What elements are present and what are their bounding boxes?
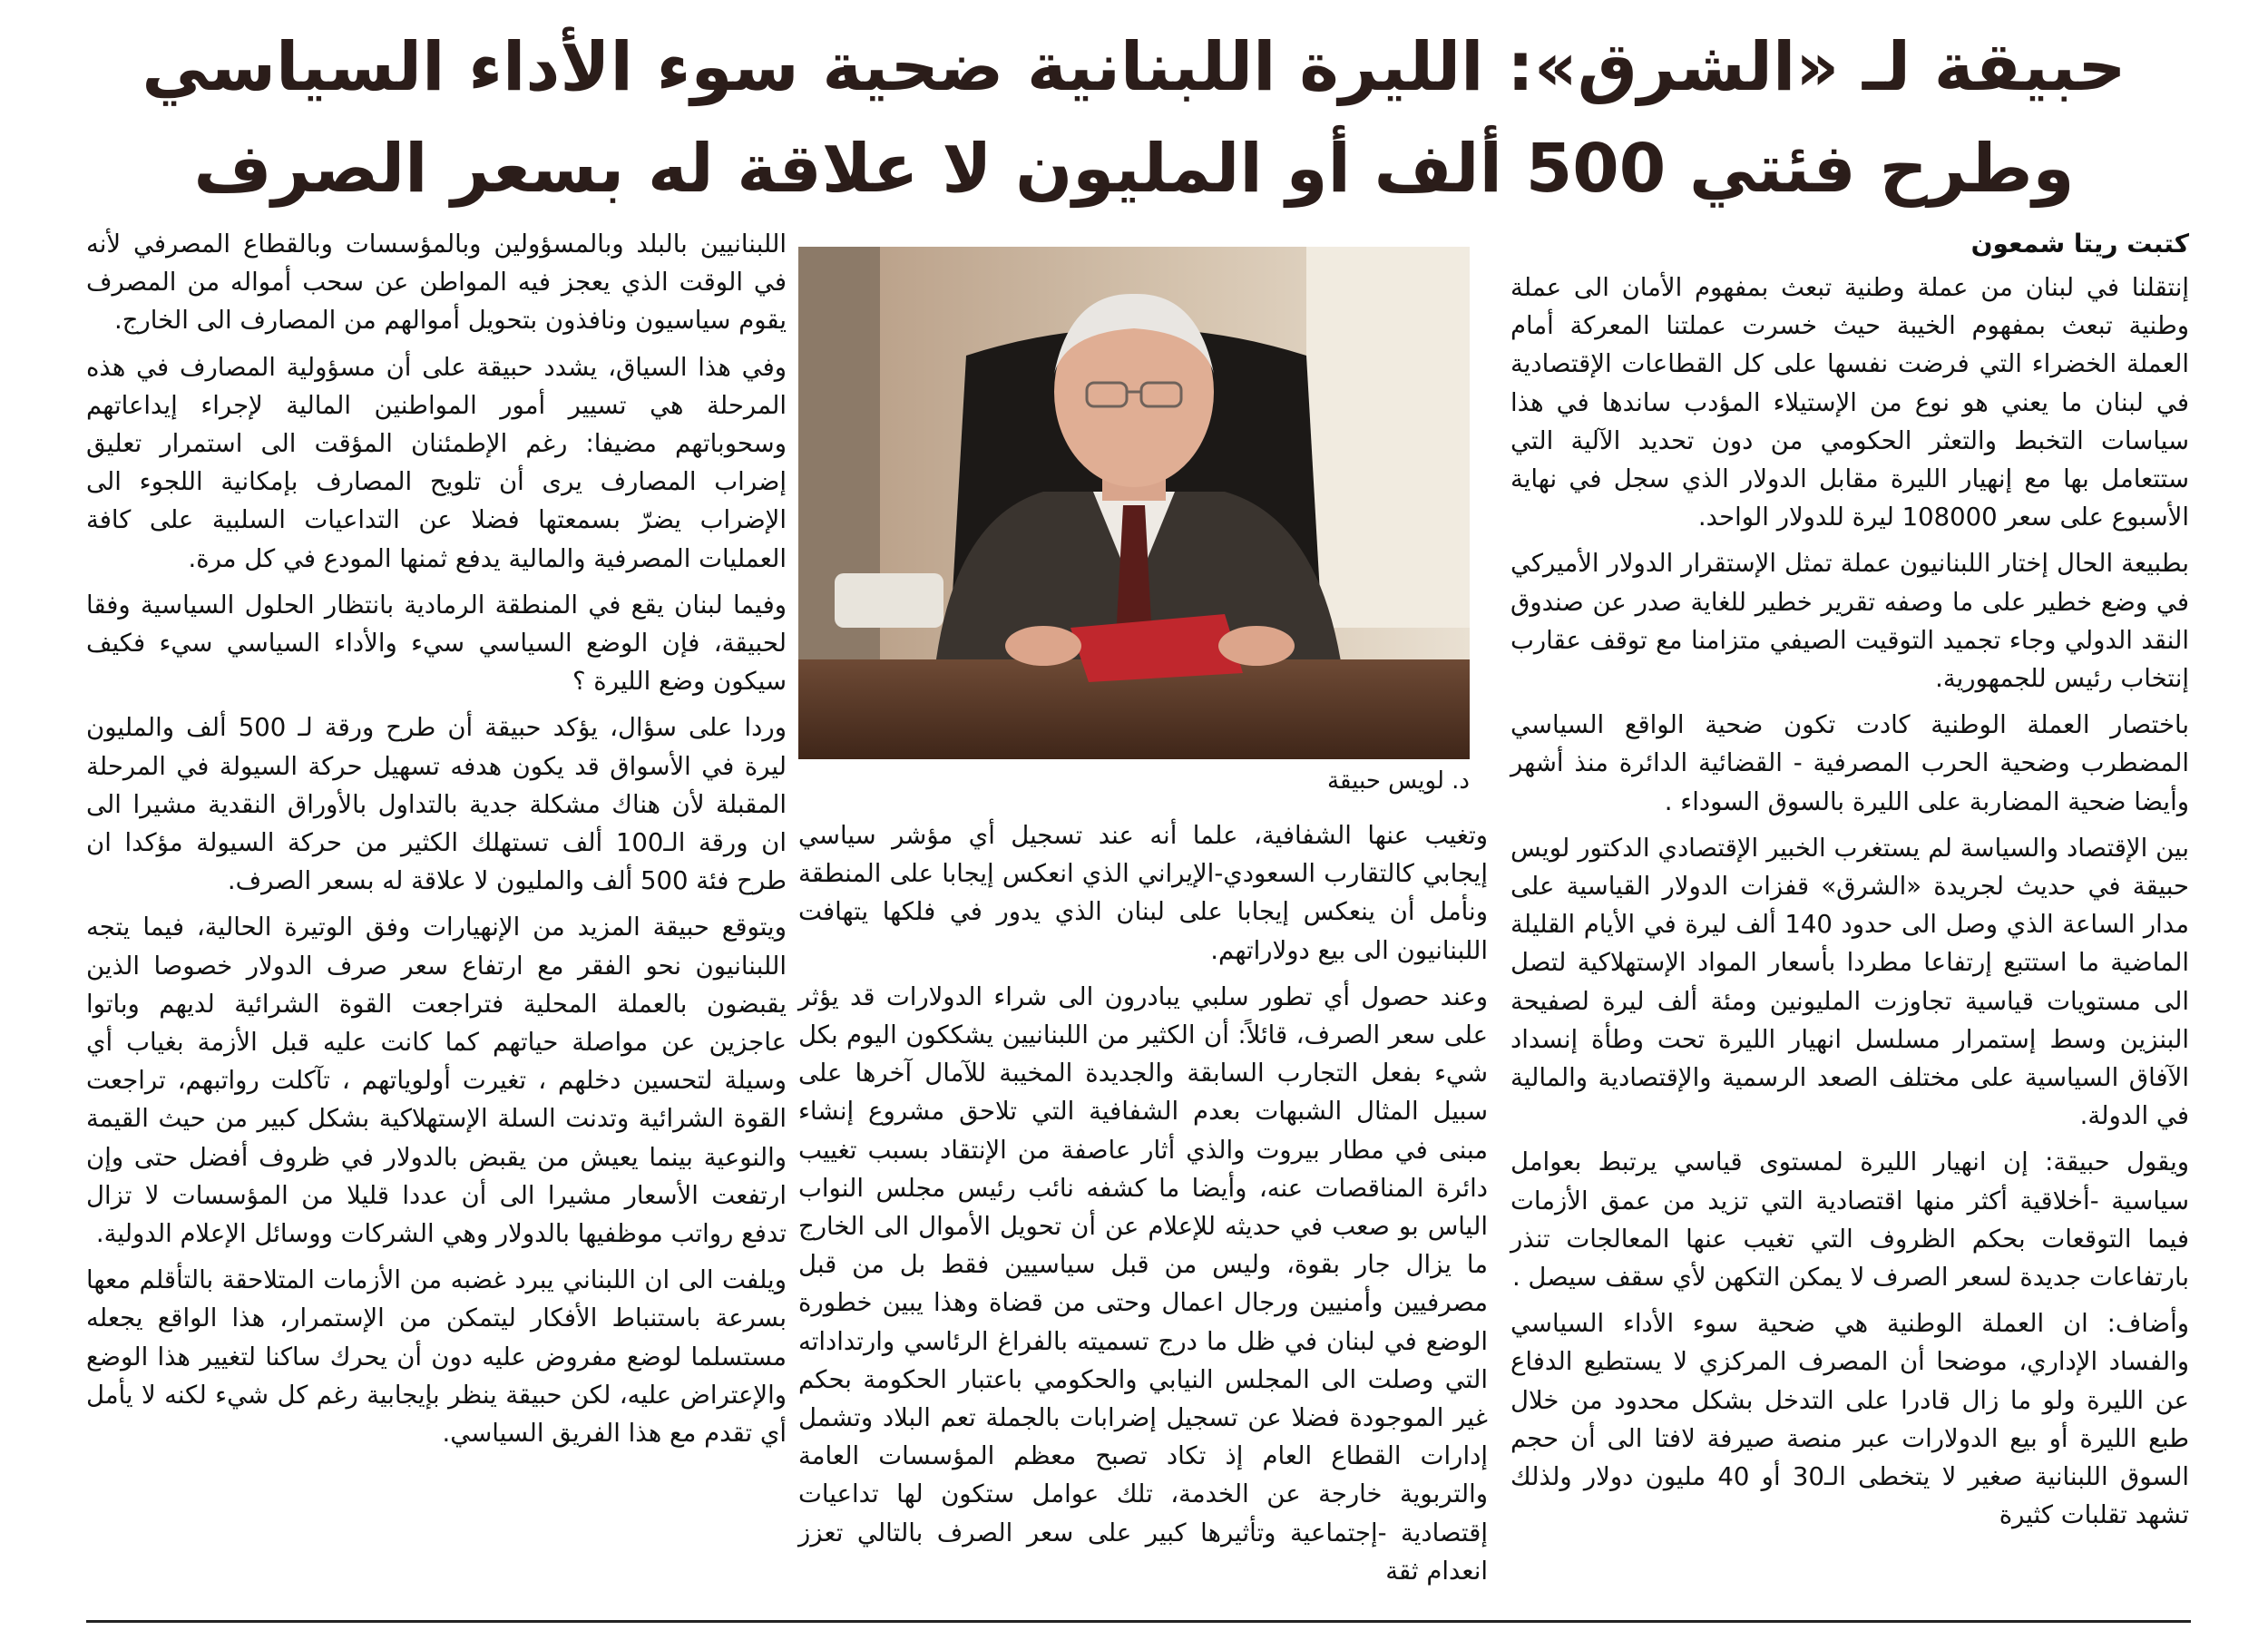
paragraph: وعند حصول أي تطور سلبي يبادرون الى شراء الدولارات قد يؤثر على سعر الصرف، قائلاً: أن الكثير من اللبنانيين يشككون اليوم بكل شيء بفعل التجارب السابقة والجديدة المخيبة للآمال آخرها على سبيل المثال الشبهات بعدم الشفافية التي تلاحق مشروع إنشاء مبنى في مطار بيروت والذي أثار عاصفة من الإنتقاد بسبب تغييب دائرة المناقصات عنه، وأيضا ما كشفه نائب رئيس مجلس النواب الياس بو صعب في حديثه للإعلام عن أن تحويل الأموال الى الخارج ما يزال جار بقوة، وليس من قبل سياسيين فقط بل من قبل مصرفيين وأمنيين ورجال اعمال وحتى من قضاة وهذا يبين خطورة الوضع في لبنان في ظل ما درج تسميته بالفراغ الرئاسي وارتداداته التي وصلت الى المجلس النيابي والحكومي باعتبار الحكومة بحكم غير الموجودة فضلا عن تسجيل إضرابات بالجملة تعم البلاد وتشمل إدارات القطاع العام إذ تكاد تصبح معظم المؤسسات العامة والتربوية خارجة عن الخدمة، تلك عوامل ستكون لها تداعيات إقتصادية -إجتماعية وتأثيرها كبير على سعر الصرف بالتالي تعزز انعدام ثقة (798, 981, 1488, 1586)
headline (82, 16, 2186, 220)
portrait-photo (798, 247, 1470, 759)
paragraph: ويلفت الى ان اللبناني يبرد غضبه من الأزمات المتلاحقة بالتأقلم معها بسرعة باستنباط الأفكار ليتمكن من الإستمرار، هذا الواقع يجعله مستسلما لوضع مفروض عليه دون أن يحرك ساكنا لتغيير هذا الوضع والإعتراض عليه، لكن حبيقة ينظر بإيجابية رغم كل شيء لكنه لا يأمل أي تقدم مع هذا الفريق السياسي. (86, 1265, 787, 1449)
paragraph: بين الإقتصاد والسياسة لم يستغرب الخبير الإقتصادي الدكتور لويس حبيقة في حديث لجريدة «الشرق» قفزات الدولار القياسية على مدار الساعة الذي وصل الى حدود 140 ألف ليرة في الأيام القليلة الماضية ما استتبع إرتفاعا مطردا بأسعار المواد الإستهلاكية لتصل الى مستويات قياسية تجاوزت المليونين ومئة ألف ليرة لصفيحة البنزين وسط إستمرار مسلسل انهيار الليرة تحت وطأة إنسداد الآفاق السياسية على مختلف الصعد الرسمية والإقتصادية والمالية في الدولة. (1510, 833, 2189, 1131)
headline-line-1: حبيقة لـ «الشرق»: الليرة اللبنانية ضحية سوء الأداء السياسي (142, 28, 2126, 106)
paragraph: وفيما لبنان يقع في المنطقة الرمادية بانتظار الحلول السياسية وفقا لحبيقة، فإن الوضع السياسي سيء والأداء السياسي سيء فكيف سيكون وضع الليرة ؟ (86, 590, 787, 697)
paragraph: اللبنانيين بالبلد وبالمسؤولين وبالمؤسسات وبالقطاع المصرفي لأنه في الوقت الذي يعجز فيه المواطن عن سحب أمواله من المصرف يقوم سياسيون ونافذون بتحويل أموالهم من المصارف الى الخارج. (86, 229, 787, 336)
paragraph: بطبيعة الحال إختار اللبنانيون عملة تمثل الإستقرار الدولار الأميركي في وضع خطير على ما وصفه تقرير خطير للغاية صدر عن صندوق النقد الدولي وجاء تجميد التوقيت الصيفي متزامنا مع توقف عقارب إنتخاب رئيس للجمهورية. (1510, 549, 2189, 694)
paragraph: ويتوقع حبيقة المزيد من الإنهيارات وفق الوتيرة الحالية، فيما يتجه اللبنانيون نحو الفقر مع ارتفاع سعر صرف الدولار خصوصا الذين يقبضون بالعملة المحلية فتراجعت القوة الشرائية لديهم وباتوا عاجزين عن مواصلة حياتهم كما كانت عليه قبل الأزمة بغياب أي وسيلة لتحسين دخلهم ، تغيرت أولوياتهم ، تآكلت رواتبهم، تراجعت القوة الشرائية وتدنت السلة الإستهلاكية بشكل كبير من حيث القيمة والنوعية بينما يعيش من يقبض بالدولار في ظروف أفضل حتى وإن ارتفعت الأسعار مشيرا الى أن عددا قليلا من المؤسسات لا تزال تدفع رواتب موظفيها بالدولار وهي الشركات ووسائل الإعلام الدولية. (86, 913, 787, 1249)
paragraph: وفي هذا السياق، يشدد حبيقة على أن مسؤولية المصارف في هذه المرحلة هي تسيير أمور المواطنين المالية لإجراء إيداعاتهم وسحوباتهم مضيفا: رغم الإطمئنان المؤقت الى استمرار تعليق إضراب المصارف يرى أن تلويح المصارف بإمكانية اللجوء الى الإضراب يضرّ بسمعتها فضلا عن التداعيات السلبية على كافة العمليات المصرفية والمالية يدفع ثمنها المودع في كل مرة. (86, 352, 787, 573)
paragraph: إنتقلنا في لبنان من عملة وطنية تبعث بمفهوم الأمان الى عملة وطنية تبعث بمفهوم الخيبة حيث خسرت عملتنا المعركة أمام العملة الخضراء التي فرضت نفسها على كل القطاعات الإقتصادية في لبنان ما يعني هو نوع من الإستيلاء المؤدب ساندها في هذا سياسات التخبط والتعثر الحكومي من دون تحديد الآلية التي ستتعامل بها مع إنهيار الليرة مقابل الدولار الذي سجل في نهاية الأسبوع على سعر 108000 ليرة للدولار الواحد. (1510, 273, 2189, 532)
article-column-left (86, 225, 787, 1460)
photo-caption: د. لويس حبيقة (1327, 767, 1470, 795)
paragraph: وتغيب عنها الشفافية، علما أنه عند تسجيل أي مؤشر سياسي إيجابي كالتقارب السعودي-الإيراني الذي انعكس إيجابا على المنطقة ونأمل أن ينعكس إيجابا على لبنان الذي يدور في فلكها يتهافت اللبنانيون الى بيع دولاراتهم. (798, 821, 1488, 965)
paragraph: وأضاف: ان العملة الوطنية هي ضحية سوء الأداء السياسي والفساد الإداري، موضحا أن المصرف المركزي لا يستطيع الدفاع عن الليرة ولو ما زال قادرا على التدخل بشكل محدود من خلال طبع الليرة أو بيع الدولارات عبر منصة صيرفة لافتا الى أن حجم السوق اللبنانية صغير لا يتخطى الـ30 أو 40 مليون دولار ولذلك تشهد تقلبات كثيرة (1510, 1309, 2189, 1530)
headline-line-2: وطرح فئتي 500 ألف أو المليون لا علاقة له بسعر الصرف (193, 130, 2075, 208)
article-column-middle (798, 816, 1488, 1598)
article-column-right (1510, 225, 2189, 1543)
paragraph: وردا على سؤال، يؤكد حبيقة أن طرح ورقة لـ 500 ألف والمليون ليرة في الأسواق قد يكون هدفه تسهيل حركة السيولة في المرحلة المقبلة لأن هناك مشكلة جدية بالتداول بالأوراق النقدية مشيرا الى ان ورقة الـ100 ألف تستهلك الكثير من حركة السيولة مؤكدا ان طرح فئة 500 ألف والمليون لا علاقة له بسعر الصرف. (86, 713, 787, 896)
paragraph: ويقول حبيقة: إن انهيار الليرة لمستوى قياسي يرتبط بعوامل سياسية -أخلاقية أكثر منها اقتصادية التي تزيد من عمق الأزمات فيما التوقعات بحكم الظروف التي تغيب عنها المعالجات تنذر بارتفاعات جديدة لسعر الصرف لا يمكن التكهن لأي سقف سيصل . (1510, 1147, 2189, 1293)
paragraph: باختصار العملة الوطنية كادت تكون ضحية الواقع السياسي المضطرب وضحية الحرب المصرفية - القضائية الدائرة منذ أشهر وأيضا ضحية المضاربة على الليرة بالسوق السوداء . (1510, 710, 2189, 816)
bottom-rule (86, 1620, 2191, 1623)
byline: كتبت ريتا شمعون (1970, 229, 2189, 259)
